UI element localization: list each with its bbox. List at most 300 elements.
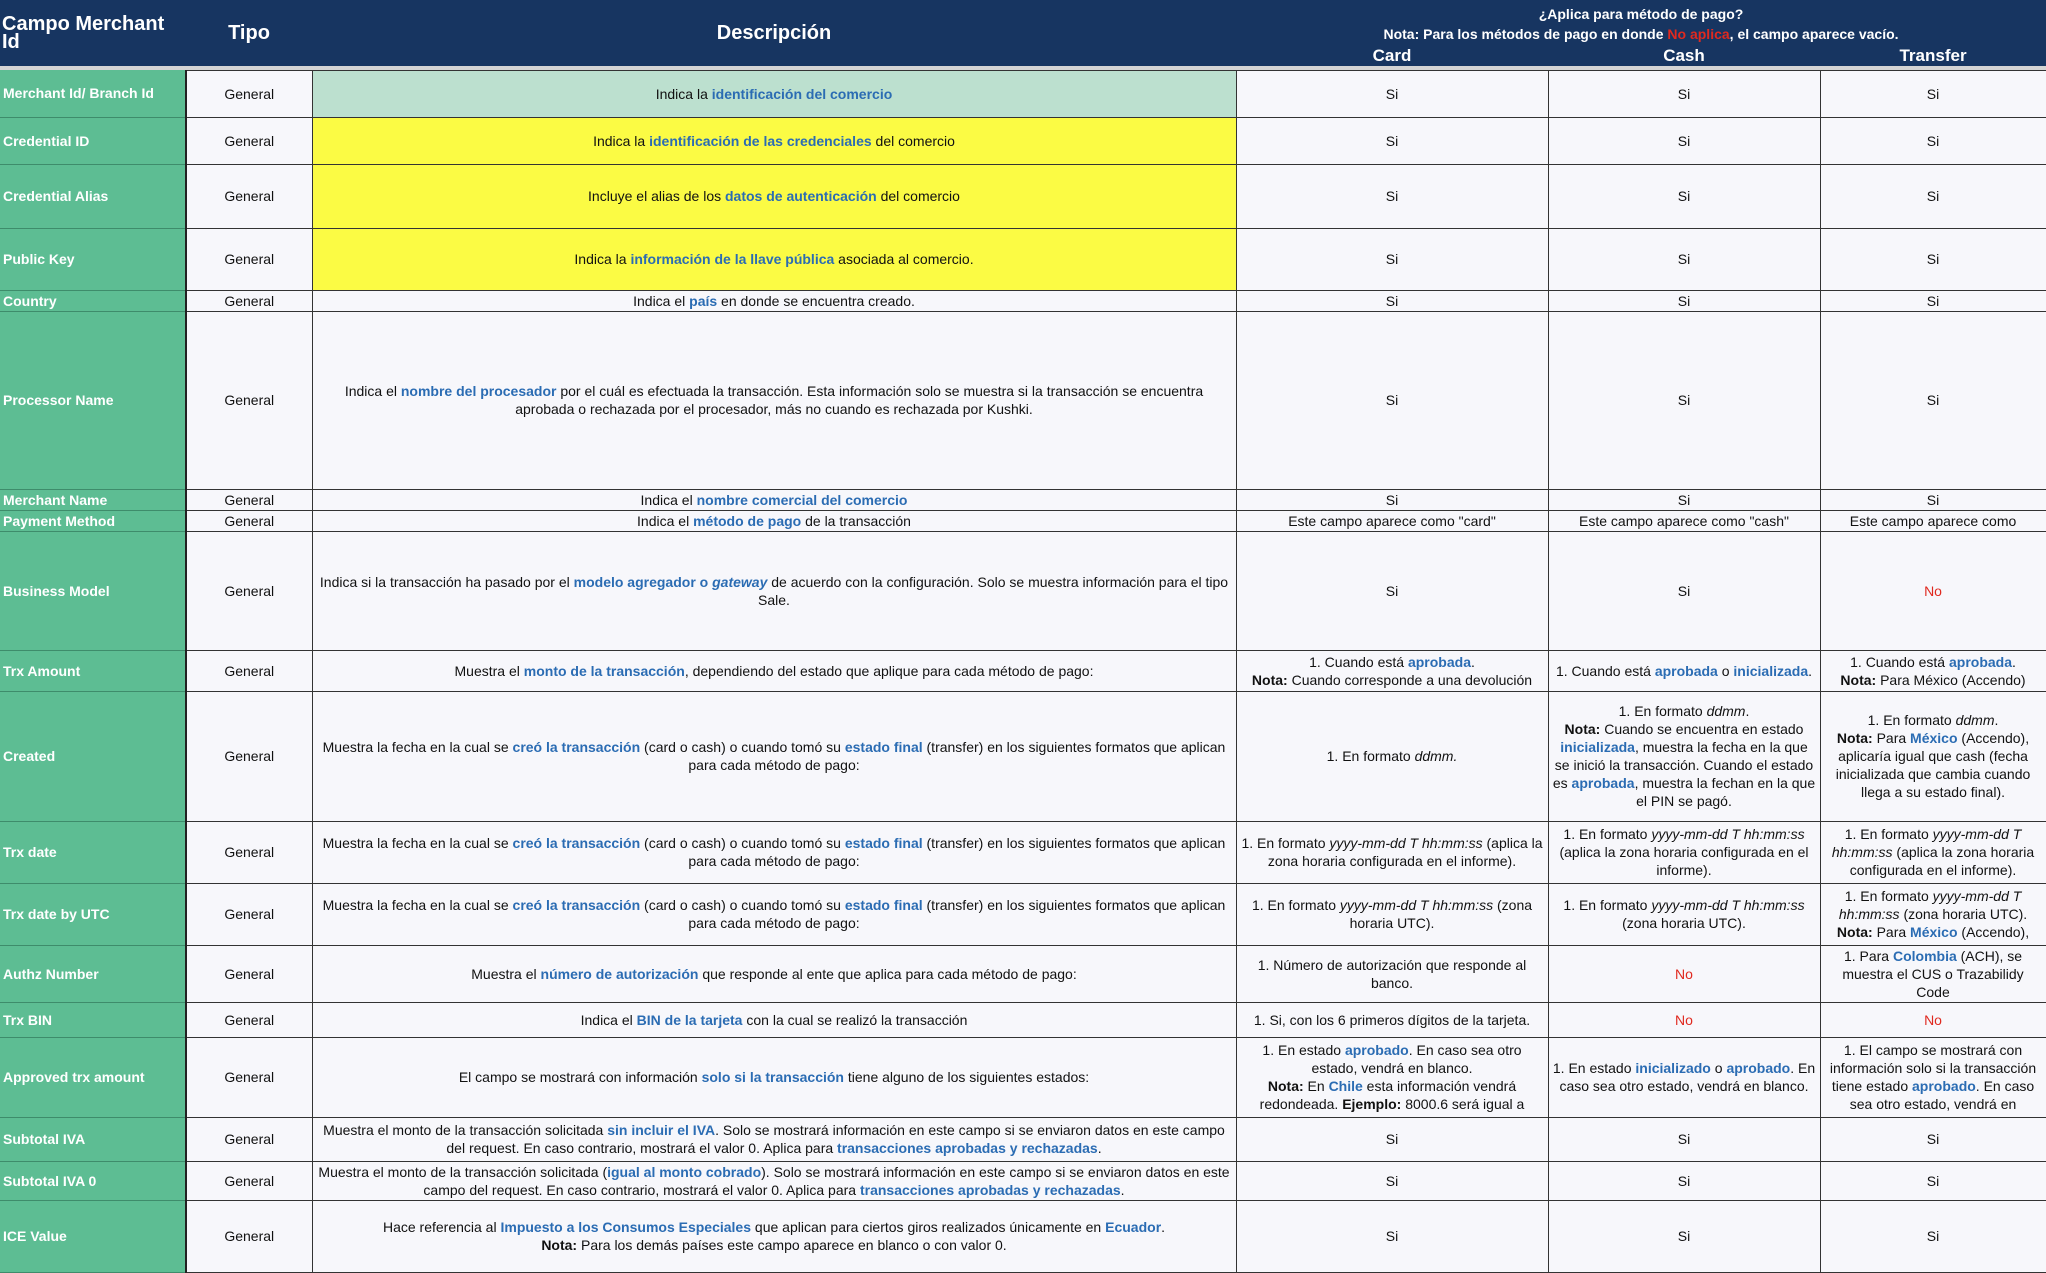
- transfer-cell: [1820, 883, 2046, 945]
- text-segment: Muestra el monto de la transacción solicitada: [323, 1122, 608, 1138]
- text-segment: del comercio: [876, 188, 960, 204]
- transfer-cell: [1820, 70, 2046, 117]
- text-segment: que responde al ente que aplica para cada método de pago:: [698, 965, 1077, 982]
- card-cell: [1236, 821, 1548, 883]
- field-name: Public Key: [0, 228, 186, 290]
- transfer-cell: [1820, 650, 2046, 691]
- text-segment: (transfer) en los siguientes formatos que aplican para cada método de pago:: [688, 897, 1226, 931]
- text-segment: Nota:: [1267, 1078, 1304, 1094]
- description-cell: [312, 1117, 1236, 1161]
- transfer-cell: [1820, 1037, 2046, 1117]
- text-segment: Nota:: [1836, 924, 1873, 940]
- tipo-cell: General: [186, 821, 312, 883]
- text-segment: Este campo aparece como "card": [1288, 512, 1496, 529]
- table-header: [0, 0, 2046, 66]
- text-segment: Para: [1872, 730, 1911, 746]
- table-row: [0, 228, 2046, 290]
- text-segment: (card o cash) o cuando tomó su: [640, 835, 845, 851]
- text-segment: Si: [1385, 1172, 1399, 1189]
- text-segment: Si: [1677, 392, 1691, 408]
- text-segment: Si: [1926, 1131, 1940, 1147]
- tipo-cell: General: [186, 1117, 312, 1161]
- field-name: Trx BIN: [0, 1002, 186, 1037]
- tipo-cell: General: [186, 117, 312, 164]
- text-segment: Indica el: [637, 512, 694, 529]
- field-name: Approved trx amount: [0, 1037, 186, 1117]
- text-segment: 1. Cuando está: [1555, 662, 1655, 679]
- table-row: [0, 1002, 2046, 1037]
- text-segment: , muestra la fecha en la que se inició la transacción. Cuando el estado es: [1552, 739, 1814, 791]
- text-segment: Si: [1677, 582, 1691, 599]
- tipo-cell: General: [186, 691, 312, 821]
- highlight-text: México: [1910, 730, 1958, 746]
- text-segment: Este campo aparece como: [1849, 512, 2017, 529]
- text-segment: .: [1745, 703, 1750, 719]
- text-segment: .: [1161, 1219, 1166, 1235]
- highlight-text: México: [1910, 924, 1958, 940]
- text-segment: Si: [1926, 1172, 1940, 1189]
- cash-cell: [1548, 883, 1820, 945]
- field-name: Subtotal IVA 0: [0, 1161, 186, 1200]
- cash-cell: [1548, 1037, 1820, 1117]
- text-segment: Si: [1385, 292, 1399, 309]
- table-row: [0, 164, 2046, 228]
- table-row: [0, 821, 2046, 883]
- card-cell: [1236, 228, 1548, 290]
- text-segment: .: [1470, 653, 1475, 670]
- text-segment: Indica el: [633, 292, 690, 309]
- cash-cell: [1548, 531, 1820, 650]
- transfer-cell: [1820, 510, 2046, 531]
- text-segment: Si: [1677, 251, 1691, 267]
- text-segment: Si: [1677, 188, 1691, 204]
- transfer-cell: [1820, 1200, 2046, 1272]
- text-segment: Para México (Accendo): [1876, 671, 2026, 688]
- text-segment: Indica la: [593, 132, 650, 149]
- highlight-text: aprobada: [1654, 662, 1718, 679]
- transfer-cell: [1820, 117, 2046, 164]
- text-segment: (ACH), se muestra el CUS o Trazabilidy Code: [1842, 947, 2024, 1000]
- highlight-text: estado final: [844, 897, 923, 913]
- note-no-aplica: No aplica: [1667, 26, 1730, 42]
- text-segment: 1. En formato: [1563, 897, 1652, 913]
- text-segment: (zona horaria UTC).: [1349, 897, 1533, 931]
- text-segment: Indica si la transacción ha pasado por el: [319, 573, 574, 590]
- negative-text: No: [1675, 965, 1693, 982]
- text-segment: (Accendo), aplicaría igual que cash (fecha inicializada que cambia cuando llega a su estado final).: [1835, 730, 2031, 800]
- highlight-text: número de autorización: [540, 965, 699, 982]
- text-segment: de la transacción: [801, 512, 911, 529]
- highlight-text: sin incluir el IVA: [607, 1122, 716, 1138]
- text-segment: El campo se mostrará con información: [458, 1069, 702, 1085]
- cash-cell: [1548, 1200, 1820, 1272]
- note-prefix: Nota: Para los métodos de pago en donde: [1383, 26, 1668, 42]
- text-segment: Nota:: [1836, 730, 1873, 746]
- card-cell: [1236, 311, 1548, 489]
- text-segment: Indica la: [574, 251, 631, 267]
- highlight-text: aprobada: [1407, 653, 1471, 670]
- card-cell: [1236, 489, 1548, 510]
- highlight-text: igual al monto cobrado: [607, 1163, 762, 1180]
- description-cell: [312, 117, 1236, 164]
- negative-text: No: [1924, 1011, 1942, 1028]
- highlight-text: transacciones aprobadas y rechazadas: [859, 1181, 1121, 1198]
- card-cell: [1236, 1161, 1548, 1200]
- text-segment: . En caso sea otro estado, vendrá en blanco.: [1311, 1042, 1522, 1076]
- highlight-text: modelo agregador o: [573, 573, 713, 590]
- description-cell: [312, 650, 1236, 691]
- text-segment: .: [1097, 1140, 1102, 1156]
- text-segment: por el cuál es efectuada la transacción. Esta información solo se muestra si la transacción se encuentra aprobada o rechazada por el procesador, más no cuando es rechazada por Kushki.: [515, 383, 1204, 417]
- field-name: Subtotal IVA: [0, 1117, 186, 1161]
- highlight-text: Ecuador: [1105, 1219, 1162, 1235]
- highlight-text: inicializada: [1733, 662, 1809, 679]
- text-segment: Si: [1677, 1228, 1691, 1244]
- card-cell: [1236, 1200, 1548, 1272]
- cash-cell: [1548, 1002, 1820, 1037]
- highlight-text: estado final: [844, 835, 923, 851]
- cash-cell: [1548, 489, 1820, 510]
- text-segment: Si: [1926, 292, 1940, 309]
- highlight-text: identificación del comercio: [711, 85, 893, 102]
- tipo-cell: General: [186, 1002, 312, 1037]
- card-cell: [1236, 117, 1548, 164]
- description-cell: [312, 1200, 1236, 1272]
- card-cell: [1236, 1117, 1548, 1161]
- text-segment: yyyy-mm-dd T hh:mm:ss: [1838, 888, 2022, 922]
- highlight-text: gateway: [712, 573, 768, 590]
- card-cell: [1236, 1037, 1548, 1117]
- text-segment: (card o cash) o cuando tomó su: [640, 897, 845, 913]
- text-segment: Muestra el monto de la transacción solicitada (: [318, 1163, 608, 1180]
- text-segment: Incluye el alias de los: [588, 188, 725, 204]
- text-segment: Nota:: [1840, 671, 1877, 688]
- negative-text: No: [1924, 582, 1942, 599]
- transfer-cell: [1820, 1161, 2046, 1200]
- text-segment: Si: [1385, 491, 1399, 508]
- highlight-text: Impuesto a los Consumos Especiales: [500, 1219, 752, 1235]
- transfer-cell: [1820, 691, 2046, 821]
- highlight-text: creó la transacción: [512, 835, 641, 851]
- tipo-cell: General: [186, 1037, 312, 1117]
- text-segment: (Accendo),: [1957, 924, 2030, 940]
- highlight-text: aprobada: [1948, 653, 2012, 670]
- highlight-text: información de la llave pública: [630, 251, 835, 267]
- text-segment: 1. En formato: [1867, 712, 1956, 728]
- text-segment: Si: [1926, 251, 1940, 267]
- applies-note: [1240, 24, 2042, 44]
- text-segment: .: [2012, 653, 2016, 670]
- text-segment: Si: [1677, 292, 1691, 309]
- field-name: Merchant Id/ Branch Id: [0, 70, 186, 117]
- description-cell: [312, 691, 1236, 821]
- text-segment: Muestra la fecha en la cual se: [322, 897, 513, 913]
- text-segment: Si: [1677, 1131, 1691, 1147]
- text-segment: Si: [1926, 85, 1940, 102]
- tipo-cell: General: [186, 1200, 312, 1272]
- description-cell: [312, 164, 1236, 228]
- header-descripcion: Descripción: [312, 0, 1236, 66]
- header-transfer: Transfer: [1820, 45, 2046, 66]
- text-segment: yyyy-mm-dd T hh:mm:ss: [1651, 826, 1805, 842]
- text-segment: Indica el: [344, 383, 401, 399]
- description-cell: [312, 290, 1236, 311]
- description-cell: [312, 945, 1236, 1002]
- header-field: Campo Merchant Id: [0, 0, 186, 66]
- text-segment: asociada al comercio.: [834, 251, 974, 267]
- text-segment: ddmm: [1955, 712, 1995, 728]
- cash-cell: [1548, 821, 1820, 883]
- table-row: [0, 945, 2046, 1002]
- text-segment: Si: [1926, 491, 1940, 508]
- card-cell: [1236, 290, 1548, 311]
- card-cell: [1236, 531, 1548, 650]
- text-segment: 8000.6 será igual a: [1401, 1096, 1525, 1112]
- field-name: ICE Value: [0, 1200, 186, 1272]
- tipo-cell: General: [186, 70, 312, 117]
- text-segment: Si: [1677, 1172, 1691, 1189]
- text-segment: Muestra el: [454, 662, 524, 679]
- text-segment: 1. En formato: [1326, 748, 1415, 764]
- text-segment: 1. Número de autorización que responde al banco.: [1257, 956, 1527, 991]
- table-row: [0, 1161, 2046, 1200]
- cash-cell: [1548, 691, 1820, 821]
- cash-cell: [1548, 311, 1820, 489]
- tipo-cell: General: [186, 1161, 312, 1200]
- text-segment: .: [1120, 1181, 1125, 1198]
- table-row: [0, 650, 2046, 691]
- card-cell: [1236, 1002, 1548, 1037]
- header-applies: [1236, 0, 2046, 45]
- description-cell: [312, 311, 1236, 489]
- highlight-text: Chile: [1328, 1078, 1363, 1094]
- text-segment: Nota:: [1251, 671, 1288, 688]
- cash-cell: [1548, 290, 1820, 311]
- text-segment: 1. En formato: [1618, 703, 1707, 719]
- field-name: Merchant Name: [0, 489, 186, 510]
- text-segment: Hace referencia al: [382, 1219, 501, 1235]
- transfer-cell: [1820, 489, 2046, 510]
- field-name: Credential Alias: [0, 164, 186, 228]
- text-segment: Si: [1385, 1131, 1399, 1147]
- tipo-cell: General: [186, 945, 312, 1002]
- text-segment: ddmm.: [1414, 748, 1458, 764]
- transfer-cell: [1820, 164, 2046, 228]
- transfer-cell: [1820, 821, 2046, 883]
- text-segment: Si: [1677, 85, 1691, 102]
- description-cell: [312, 489, 1236, 510]
- table-row: [0, 531, 2046, 650]
- tipo-cell: General: [186, 311, 312, 489]
- tipo-cell: General: [186, 510, 312, 531]
- text-segment: ddmm: [1706, 703, 1746, 719]
- highlight-text: creó la transacción: [512, 897, 641, 913]
- text-segment: Indica el: [580, 1011, 637, 1028]
- text-segment: Este campo aparece como "cash": [1579, 512, 1789, 529]
- negative-text: No: [1675, 1011, 1693, 1028]
- tipo-cell: General: [186, 883, 312, 945]
- text-segment: (aplica la zona horaria configurada en el informe).: [1267, 835, 1543, 869]
- text-segment: 1. El campo se mostrará con información solo si la transacción tiene estado: [1829, 1042, 2037, 1094]
- text-segment: (aplica la zona horaria configurada en el informe).: [1849, 844, 2035, 878]
- text-segment: con la cual se realizó la transacción: [742, 1011, 968, 1028]
- cash-cell: [1548, 510, 1820, 531]
- transfer-cell: [1820, 531, 2046, 650]
- text-segment: .: [1994, 712, 1999, 728]
- text-segment: Si: [1385, 85, 1399, 102]
- text-segment: en donde se encuentra creado.: [717, 292, 915, 309]
- text-segment: (zona horaria UTC).: [1899, 906, 2028, 922]
- field-name: Country: [0, 290, 186, 311]
- highlight-text: nombre comercial del comercio: [696, 491, 908, 508]
- cash-cell: [1548, 945, 1820, 1002]
- text-segment: Nota:: [541, 1237, 578, 1253]
- text-segment: Indica la: [655, 85, 712, 102]
- description-cell: [312, 531, 1236, 650]
- card-cell: [1236, 164, 1548, 228]
- table-row: [0, 1200, 2046, 1272]
- text-segment: , muestra la fechan en la que el PIN se pagó.: [1634, 775, 1816, 809]
- text-segment: Indica el: [640, 491, 697, 508]
- text-segment: esta información vendrá redondeada.: [1259, 1078, 1517, 1112]
- text-segment: 1. Para: [1843, 947, 1893, 964]
- table-row: [0, 489, 2046, 510]
- transfer-cell: [1820, 1002, 2046, 1037]
- table-row: [0, 1117, 2046, 1161]
- highlight-text: estado final: [844, 739, 923, 755]
- text-segment: 1. En formato: [1844, 826, 1933, 842]
- text-segment: Cuando corresponde a una devolución: [1287, 671, 1533, 688]
- highlight-text: nombre del procesador: [400, 383, 557, 399]
- table-row: [0, 311, 2046, 489]
- highlight-text: inicializado: [1635, 1060, 1711, 1076]
- text-segment: Si: [1385, 188, 1399, 204]
- field-name: Created: [0, 691, 186, 821]
- transfer-cell: [1820, 228, 2046, 290]
- transfer-cell: [1820, 311, 2046, 489]
- text-segment: Si: [1385, 251, 1399, 267]
- highlight-text: datos de autenticación: [725, 188, 877, 204]
- table-row: [0, 1037, 2046, 1117]
- card-cell: [1236, 883, 1548, 945]
- card-cell: [1236, 945, 1548, 1002]
- tipo-cell: General: [186, 164, 312, 228]
- text-segment: yyyy-mm-dd T hh:mm:ss: [1339, 897, 1494, 913]
- text-segment: 1. Cuando está: [1850, 653, 1949, 670]
- cash-cell: [1548, 1117, 1820, 1161]
- text-segment: ). Solo se mostrará información en este campo si se enviaron datos en este campo del request. En caso contrario, mostrará el valor 0. Aplica para: [423, 1163, 1230, 1198]
- text-segment: o: [1717, 662, 1734, 679]
- highlight-text: BIN de la tarjeta: [636, 1011, 743, 1028]
- header-cash: Cash: [1548, 45, 1820, 66]
- text-segment: Muestra el: [471, 965, 541, 982]
- text-segment: Si: [1385, 132, 1399, 149]
- transfer-cell: [1820, 1117, 2046, 1161]
- cash-cell: [1548, 117, 1820, 164]
- table-row: [0, 117, 2046, 164]
- text-segment: Si: [1677, 132, 1691, 149]
- field-name: Credential ID: [0, 117, 186, 164]
- table-row: [0, 883, 2046, 945]
- text-segment: Cuando se encuentra en estado: [1600, 721, 1804, 737]
- text-segment: 1. En estado: [1552, 1060, 1636, 1076]
- table-row: [0, 70, 2046, 117]
- description-cell: [312, 228, 1236, 290]
- text-segment: . En caso sea otro estado, vendrá en blanco.: [1559, 1060, 1816, 1094]
- text-segment: del comercio: [871, 132, 955, 149]
- text-segment: Si: [1926, 392, 1940, 408]
- text-segment: yyyy-mm-dd T hh:mm:ss: [1651, 897, 1805, 913]
- description-cell: [312, 1002, 1236, 1037]
- text-segment: yyyy-mm-dd T hh:mm:ss: [1831, 826, 2022, 860]
- description-cell: [312, 883, 1236, 945]
- text-segment: que aplican para ciertos giros realizados únicamente en: [751, 1219, 1106, 1235]
- highlight-text: aprobado: [1912, 1078, 1976, 1094]
- text-segment: , dependiendo del estado que aplique para cada método de pago:: [684, 662, 1094, 679]
- highlight-text: monto de la transacción: [523, 662, 685, 679]
- text-segment: (transfer) en los siguientes formatos que aplican para cada método de pago:: [688, 835, 1226, 869]
- header-card: Card: [1236, 45, 1548, 66]
- text-segment: yyyy-mm-dd T hh:mm:ss: [1329, 835, 1483, 851]
- header-tipo: Tipo: [186, 0, 312, 66]
- text-segment: (card o cash) o cuando tomó su: [640, 739, 845, 755]
- text-segment: Para los demás países este campo aparece en blanco o con valor 0.: [577, 1237, 1007, 1253]
- tipo-cell: General: [186, 228, 312, 290]
- cash-cell: [1548, 1161, 1820, 1200]
- text-segment: Nota:: [1564, 721, 1601, 737]
- field-name: Processor Name: [0, 311, 186, 489]
- tipo-cell: General: [186, 650, 312, 691]
- text-segment: Muestra la fecha en la cual se: [322, 835, 513, 851]
- table-row: [0, 510, 2046, 531]
- field-name: Trx Amount: [0, 650, 186, 691]
- text-segment: Si: [1926, 1228, 1940, 1244]
- text-segment: (aplica la zona horaria configurada en el informe).: [1559, 844, 1809, 878]
- text-segment: Ejemplo:: [1342, 1096, 1402, 1112]
- cash-cell: [1548, 164, 1820, 228]
- highlight-text: país: [689, 292, 718, 309]
- text-segment: (zona horaria UTC).: [1622, 915, 1746, 931]
- highlight-text: aprobado: [1344, 1042, 1409, 1058]
- description-cell: [312, 1037, 1236, 1117]
- highlight-text: Colombia: [1892, 947, 1957, 964]
- text-segment: Si: [1677, 491, 1691, 508]
- card-cell: [1236, 70, 1548, 117]
- highlight-text: inicializada: [1560, 739, 1635, 755]
- card-cell: [1236, 510, 1548, 531]
- cash-cell: [1548, 650, 1820, 691]
- text-segment: Si: [1926, 188, 1940, 204]
- text-segment: Si: [1385, 392, 1399, 408]
- text-segment: Muestra la fecha en la cual se: [322, 739, 513, 755]
- text-segment: o: [1710, 1060, 1727, 1076]
- tipo-cell: General: [186, 290, 312, 311]
- cash-cell: [1548, 70, 1820, 117]
- highlight-text: aprobado: [1726, 1060, 1791, 1076]
- card-cell: [1236, 691, 1548, 821]
- text-segment: 1. En formato: [1844, 888, 1933, 904]
- tipo-cell: General: [186, 489, 312, 510]
- highlight-text: creó la transacción: [512, 739, 641, 755]
- field-name: Authz Number: [0, 945, 186, 1002]
- field-name: Trx date: [0, 821, 186, 883]
- highlight-text: método de pago: [693, 512, 802, 529]
- text-segment: 1. En formato: [1251, 897, 1340, 913]
- text-segment: En: [1303, 1078, 1329, 1094]
- text-segment: . En caso sea otro estado, vendrá en: [1849, 1078, 2035, 1112]
- text-segment: 1. En estado: [1262, 1042, 1345, 1058]
- field-name: Payment Method: [0, 510, 186, 531]
